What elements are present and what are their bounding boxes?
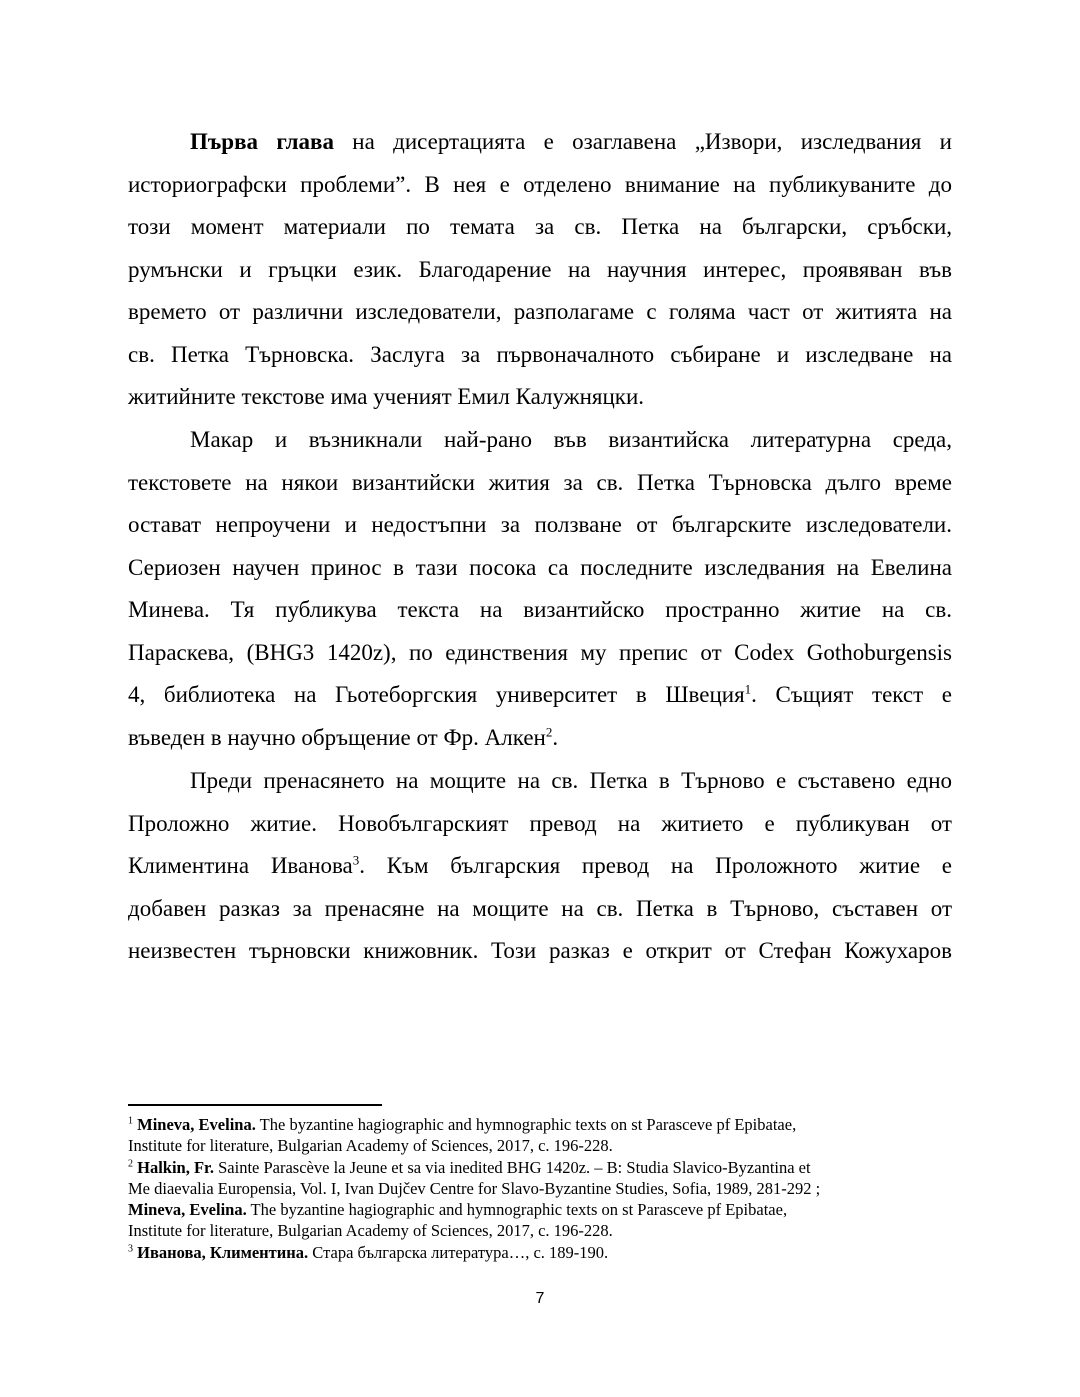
footnote-separator — [128, 1104, 382, 1106]
footnote-3-line-1: $^3$ Иванова, Климентина. Стара българска литература…, с. 189-190. — [128, 1243, 609, 1262]
p3-line-2: Проложно житие. Новобългарският превод на житието е публикуван от — [128, 811, 952, 836]
p2-line-2: текстовете на някои византийски жития за св. Петка Търновска дълго време — [128, 470, 952, 495]
p1-line-1: Първа глава на дисертацията е озаглавена „Извори, изследвания и — [190, 129, 952, 154]
footnote-2-line-3: Mineva, Evelina. The byzantine hagiographic and hymnographic texts on st Parasceve pf Epibatae, — [128, 1200, 788, 1219]
p3-line-5: неизвестен търновски книжовник. Този разказ е открит от Стефан Кожухаров — [128, 938, 952, 963]
p1-line-5: времето от различни изследователи, разполагаме с голяма част от житията на — [128, 299, 952, 324]
p2-line-5: Минева. Тя публикува текста на византийско пространно житие на св. — [128, 597, 952, 622]
footnote-1-line-2: Institute for literature, Bulgarian Academy of Sciences, 2017, с. 196-228. — [128, 1136, 613, 1155]
p1-line-2: историографски проблеми”. В нея е отделено внимание на публикуваните до — [128, 172, 952, 197]
p2-line-8: въведен в научно обръщение от Фр. Алкен$^2$. — [128, 724, 559, 750]
p2-line-7: 4, библиотека на Гьотеборгския университет в Швеция$^1$. Същият текст е — [128, 681, 952, 707]
p3-line-4: добавен разказ за пренасяне на мощите на св. Петка в Търново, съставен от — [128, 896, 952, 921]
chapter-label: Първа глава — [190, 129, 334, 154]
p1-line-7: житийните текстове има ученият Емил Калужняцки. — [128, 384, 645, 409]
footnote-ref-1[interactable]: 1 — [744, 681, 752, 697]
footnote-2-line-4: Institute for literature, Bulgarian Academy of Sciences, 2017, с. 196-228. — [128, 1221, 613, 1240]
footnote-ref-2[interactable]: 2 — [545, 724, 553, 740]
footnote-ref-3[interactable]: 3 — [352, 852, 360, 868]
p3-line-1: Преди пренасянето на мощите на св. Петка в Търново е съставено едно — [190, 768, 952, 793]
p1-line-4: румънски и гръцки език. Благодарение на научния интерес, проявяван във — [128, 257, 952, 282]
p2-line-4: Сериозен научен принос в тази посока са последните изследвания на Евелина — [128, 555, 952, 580]
p2-line-6: Параскева, (BHG3 1420z), по единствения му препис от Codex Gothoburgensis — [128, 640, 952, 665]
footnote-2-line-1: $^2$ Halkin, Fr. Sainte Parascève la Jeune et sa via inedited BHG 1420z. – B: Studia Slavico-Byzantina et — [128, 1158, 811, 1177]
footnote-1-line-1: $^1$ Mineva, Evelina. The byzantine hagiographic and hymnographic texts on st Parasceve pf Epibatae, — [128, 1115, 797, 1134]
p2-line-3: остават непроучени и недостъпни за ползване от българските изследователи. — [128, 512, 952, 537]
page-number: 7 — [535, 1290, 545, 1307]
p1-line-6: св. Петка Търновска. Заслуга за първоначалното събиране и изследване на — [128, 342, 952, 367]
p3-line-3: Климентина Иванова$^3$. Към българския превод на Проложното житие е — [128, 852, 952, 878]
footnote-2-line-2: Me diaevalia Europensia, Vol. I, Ivan Dujčev Centre for Slavo-Byzantine Studies, Sofia, 1989, 281-292 ; — [128, 1179, 821, 1198]
p1-line-3: този момент материали по темата за св. Петка на български, сръбски, — [128, 214, 952, 239]
p2-line-1: Макар и възникнали най-рано във византийска литературна среда, — [190, 427, 952, 452]
